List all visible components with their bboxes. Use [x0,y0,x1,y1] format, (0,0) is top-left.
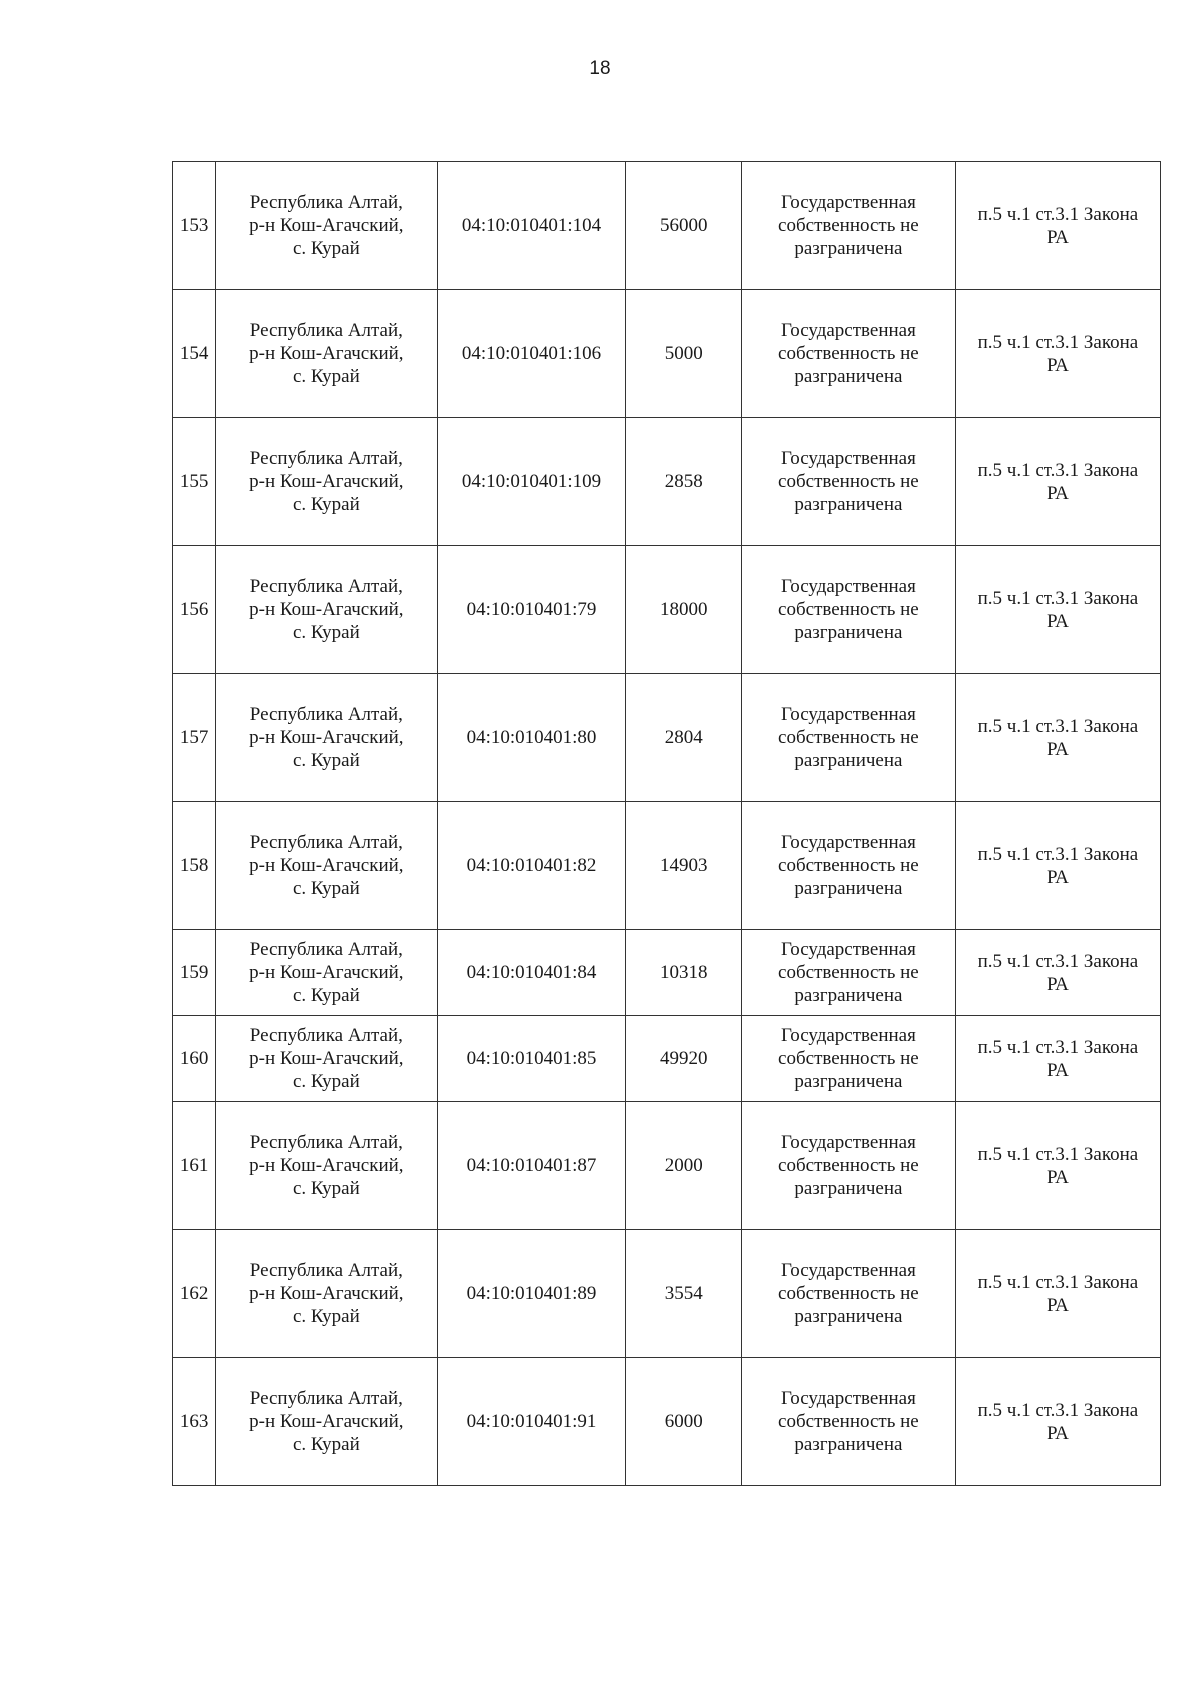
row-number: 153 [173,162,216,290]
area-value: 49920 [626,1016,742,1102]
table-row [173,930,1161,1016]
table-row [173,418,1161,546]
law-reference-cell [955,290,1160,418]
law-reference-cell [955,162,1160,290]
address-line: р-н Кош-Агачский, [249,343,404,364]
cadastral-number: 04:10:010401:89 [437,1230,626,1358]
law-line: РА [1046,354,1069,376]
law-reference-cell [955,1358,1160,1486]
address-line: Республика Алтай, [249,939,403,960]
address-cell [216,290,437,418]
ownership-cell [742,290,956,418]
address-cell [216,162,437,290]
address-line: с. Курай [292,1178,360,1199]
law-line: п.5 ч.1 ст.3.1 Закона [977,1143,1139,1165]
address-cell [216,1358,437,1486]
law-line: п.5 ч.1 ст.3.1 Закона [977,587,1139,609]
address-cell [216,1102,437,1230]
address-line: с. Курай [292,878,360,899]
ownership-line: собственность не [778,1155,919,1176]
ownership-cell [742,1358,956,1486]
cadastral-number: 04:10:010401:109 [437,418,626,546]
area-value: 18000 [626,546,742,674]
law-reference-cell [955,930,1160,1016]
law-line: РА [1046,610,1069,632]
ownership-line: Государственная [780,448,916,469]
law-line: п.5 ч.1 ст.3.1 Закона [977,950,1139,972]
address-line: с. Курай [292,1306,360,1327]
area-value: 56000 [626,162,742,290]
address-line: р-н Кош-Агачский, [249,855,404,876]
row-number: 156 [173,546,216,674]
address-line: с. Курай [292,238,360,259]
law-line: п.5 ч.1 ст.3.1 Закона [977,715,1139,737]
row-number: 160 [173,1016,216,1102]
law-line: РА [1046,1294,1069,1316]
row-number: 162 [173,1230,216,1358]
address-line: р-н Кош-Агачский, [249,1048,404,1069]
law-reference-cell [955,1230,1160,1358]
address-line: р-н Кош-Агачский, [249,1155,404,1176]
ownership-line: разграничена [794,622,903,643]
address-cell [216,674,437,802]
row-number: 157 [173,674,216,802]
area-value: 3554 [626,1230,742,1358]
table-row [173,674,1161,802]
page-number: 18 [589,58,611,79]
law-line: РА [1046,1059,1069,1081]
address-line: р-н Кош-Агачский, [249,962,404,983]
ownership-line: собственность не [778,1411,919,1432]
address-line: р-н Кош-Агачский, [249,471,404,492]
law-line: п.5 ч.1 ст.3.1 Закона [977,203,1139,225]
ownership-line: разграничена [794,1178,903,1199]
address-line: с. Курай [292,366,360,387]
law-line: РА [1046,1166,1069,1188]
address-cell [216,802,437,930]
ownership-line: разграничена [794,238,903,259]
address-cell [216,930,437,1016]
law-line: РА [1046,226,1069,248]
ownership-line: собственность не [778,599,919,620]
cadastral-number: 04:10:010401:106 [437,290,626,418]
table-row [173,162,1161,290]
address-cell [216,418,437,546]
area-value: 10318 [626,930,742,1016]
law-line: п.5 ч.1 ст.3.1 Закона [977,331,1139,353]
address-cell [216,1230,437,1358]
ownership-line: Государственная [780,832,916,853]
ownership-line: собственность не [778,727,919,748]
law-line: п.5 ч.1 ст.3.1 Закона [977,1036,1139,1058]
ownership-line: разграничена [794,494,903,515]
address-line: с. Курай [292,750,360,771]
law-reference-cell [955,1102,1160,1230]
row-number: 154 [173,290,216,418]
ownership-line: собственность не [778,1283,919,1304]
ownership-cell [742,162,956,290]
cadastral-number: 04:10:010401:85 [437,1016,626,1102]
table-row [173,1358,1161,1486]
ownership-cell [742,674,956,802]
table-row [173,802,1161,930]
row-number: 155 [173,418,216,546]
law-line: РА [1046,1422,1069,1444]
table-row [173,1016,1161,1102]
law-line: п.5 ч.1 ст.3.1 Закона [977,1399,1139,1421]
law-reference-cell [955,546,1160,674]
ownership-cell [742,930,956,1016]
address-cell [216,546,437,674]
ownership-line: собственность не [778,1048,919,1069]
address-line: р-н Кош-Агачский, [249,215,404,236]
address-line: р-н Кош-Агачский, [249,727,404,748]
area-value: 6000 [626,1358,742,1486]
address-line: Республика Алтай, [249,192,403,213]
address-line: Республика Алтай, [249,448,403,469]
ownership-cell [742,1016,956,1102]
address-line: с. Курай [292,985,360,1006]
land-plot-table [172,161,1161,1486]
row-number: 163 [173,1358,216,1486]
ownership-line: Государственная [780,1025,916,1046]
area-value: 5000 [626,290,742,418]
area-value: 2858 [626,418,742,546]
row-number: 158 [173,802,216,930]
ownership-cell [742,546,956,674]
ownership-cell [742,1102,956,1230]
cadastral-number: 04:10:010401:79 [437,546,626,674]
ownership-cell [742,1230,956,1358]
address-line: Республика Алтай, [249,1260,403,1281]
area-value: 2000 [626,1102,742,1230]
cadastral-number: 04:10:010401:104 [437,162,626,290]
ownership-line: Государственная [780,576,916,597]
cadastral-number: 04:10:010401:80 [437,674,626,802]
area-value: 2804 [626,674,742,802]
cadastral-number: 04:10:010401:91 [437,1358,626,1486]
law-line: п.5 ч.1 ст.3.1 Закона [977,459,1139,481]
law-line: РА [1046,738,1069,760]
ownership-line: собственность не [778,471,919,492]
table-row [173,290,1161,418]
law-reference-cell [955,1016,1160,1102]
row-number: 161 [173,1102,216,1230]
law-reference-cell [955,418,1160,546]
ownership-line: разграничена [794,1071,903,1092]
ownership-line: собственность не [778,962,919,983]
address-line: Республика Алтай, [249,832,403,853]
ownership-line: Государственная [780,320,916,341]
law-line: РА [1046,866,1069,888]
address-line: р-н Кош-Агачский, [249,1411,404,1432]
ownership-cell [742,802,956,930]
cadastral-number: 04:10:010401:87 [437,1102,626,1230]
ownership-line: Государственная [780,192,916,213]
law-line: п.5 ч.1 ст.3.1 Закона [977,1271,1139,1293]
ownership-line: Государственная [780,1388,916,1409]
table-row [173,1102,1161,1230]
ownership-line: Государственная [780,939,916,960]
address-line: с. Курай [292,1071,360,1092]
cadastral-number: 04:10:010401:82 [437,802,626,930]
address-line: Республика Алтай, [249,320,403,341]
ownership-line: Государственная [780,1132,916,1153]
ownership-line: Государственная [780,1260,916,1281]
address-line: Республика Алтай, [249,1132,403,1153]
table-row [173,1230,1161,1358]
ownership-line: разграничена [794,366,903,387]
address-line: Республика Алтай, [249,1025,403,1046]
address-cell [216,1016,437,1102]
ownership-line: разграничена [794,878,903,899]
address-line: р-н Кош-Агачский, [249,1283,404,1304]
ownership-line: собственность не [778,855,919,876]
law-line: РА [1046,482,1069,504]
address-line: с. Курай [292,494,360,515]
area-value: 14903 [626,802,742,930]
address-line: Республика Алтай, [249,1388,403,1409]
address-line: с. Курай [292,622,360,643]
ownership-line: разграничена [794,1434,903,1455]
address-line: Республика Алтай, [249,704,403,725]
ownership-line: разграничена [794,1306,903,1327]
law-line: РА [1046,973,1069,995]
law-reference-cell [955,802,1160,930]
ownership-line: собственность не [778,215,919,236]
row-number: 159 [173,930,216,1016]
address-line: р-н Кош-Агачский, [249,599,404,620]
address-line: Республика Алтай, [249,576,403,597]
ownership-line: собственность не [778,343,919,364]
ownership-line: Государственная [780,704,916,725]
address-line: с. Курай [292,1434,360,1455]
law-line: п.5 ч.1 ст.3.1 Закона [977,843,1139,865]
ownership-cell [742,418,956,546]
table-row [173,546,1161,674]
cadastral-number: 04:10:010401:84 [437,930,626,1016]
ownership-line: разграничена [794,985,903,1006]
ownership-line: разграничена [794,750,903,771]
law-reference-cell [955,674,1160,802]
